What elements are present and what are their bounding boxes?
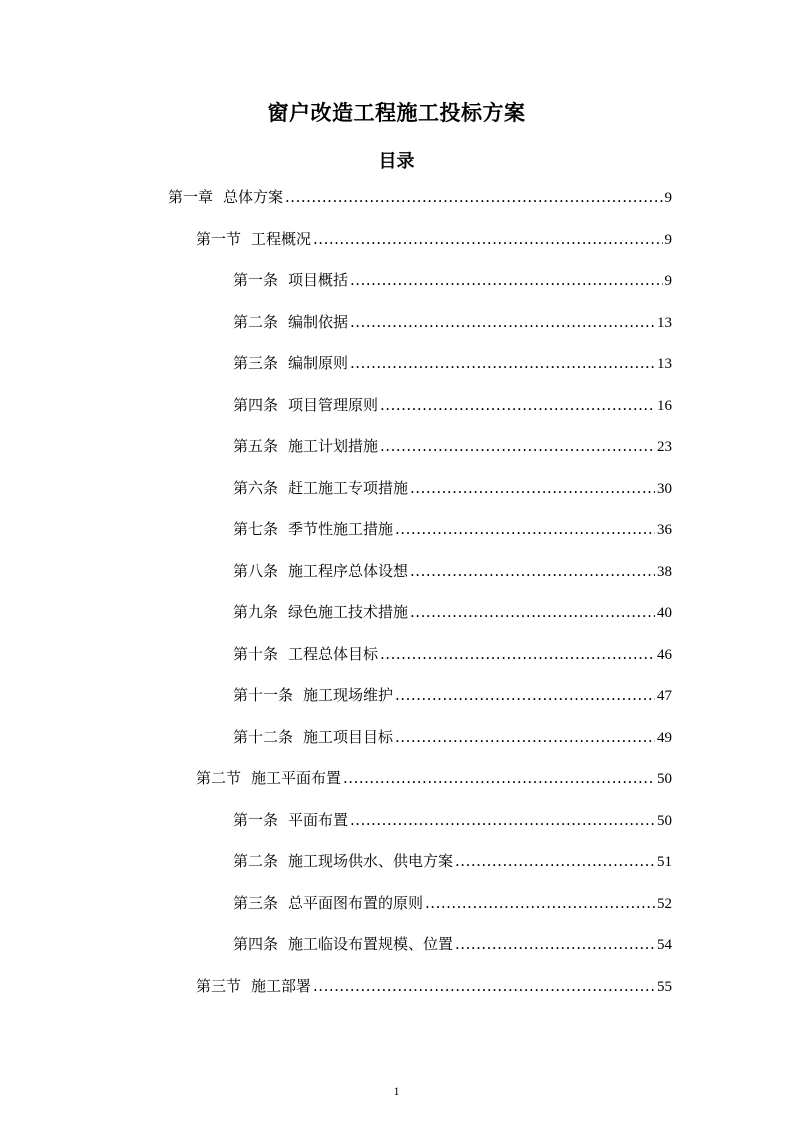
toc-entry-label: 第二节 <box>196 769 242 787</box>
toc-entry-page: 9 <box>664 273 672 289</box>
toc-leader-dots <box>395 726 655 748</box>
toc-entry-label: 第五条 <box>233 437 279 455</box>
toc-entry-label: 第八条 <box>233 562 279 580</box>
toc-entry-title: 施工项目目标 <box>303 728 394 746</box>
toc-leader-dots <box>410 560 655 582</box>
page-number: 1 <box>393 1084 400 1098</box>
toc-entry-page: 13 <box>657 315 672 331</box>
toc-entry-page: 52 <box>657 896 672 912</box>
toc-entry-title: 总平面图布置的原则 <box>288 894 424 912</box>
toc-entry-page: 23 <box>657 439 672 455</box>
toc-leader-dots <box>343 767 655 789</box>
toc-entry-article[interactable] <box>233 311 672 333</box>
toc-entry-article[interactable] <box>233 518 672 540</box>
toc-entry-page: 38 <box>657 564 672 580</box>
toc-entry-page: 46 <box>657 647 672 663</box>
toc-entry-article[interactable] <box>233 269 672 291</box>
toc-entry-page: 30 <box>657 481 672 497</box>
toc-entry-page: 16 <box>657 398 672 414</box>
toc-leader-dots <box>425 892 655 914</box>
toc-entry-label: 第七条 <box>233 520 279 538</box>
toc-entry-section[interactable] <box>196 767 672 789</box>
toc-entry-page: 54 <box>657 937 672 953</box>
toc-entry-page: 47 <box>657 688 672 704</box>
toc-leader-dots <box>313 228 662 250</box>
toc-entry-article[interactable] <box>233 435 672 457</box>
toc-entry-title: 施工程序总体设想 <box>288 562 409 580</box>
toc-entry-title: 施工临设布置规模、位置 <box>288 935 454 953</box>
toc-entry-article[interactable] <box>233 684 672 706</box>
toc-entry-page: 9 <box>664 232 672 248</box>
toc-entry-label: 第十二条 <box>233 728 294 746</box>
toc-entry-label: 第三条 <box>233 354 279 372</box>
toc-entry-label: 第三节 <box>196 977 242 995</box>
toc-entry-article[interactable] <box>233 352 672 374</box>
toc-entry-article[interactable] <box>233 809 672 831</box>
toc-entry-article[interactable] <box>233 643 672 665</box>
toc-entry-label: 第三条 <box>233 894 279 912</box>
toc-entry-section[interactable] <box>196 975 672 997</box>
toc-entry-article[interactable] <box>233 560 672 582</box>
toc-entry-page: 55 <box>657 979 672 995</box>
toc-leader-dots <box>350 809 655 831</box>
toc-entry-label: 第一条 <box>233 811 279 829</box>
toc-entry-article[interactable] <box>233 477 672 499</box>
toc-entry-page: 49 <box>657 730 672 746</box>
toc-entry-label: 第六条 <box>233 479 279 497</box>
toc-entry-page: 9 <box>664 190 672 206</box>
toc-entry-title: 赶工施工专项措施 <box>288 479 409 497</box>
toc-entry-section[interactable] <box>196 228 672 250</box>
toc-entry-title: 施工现场供水、供电方案 <box>288 852 454 870</box>
toc-entry-label: 第九条 <box>233 603 279 621</box>
toc-entry-title: 总体方案 <box>223 188 284 206</box>
toc-entry-title: 编制依据 <box>288 313 349 331</box>
toc-entry-title: 项目管理原则 <box>288 396 379 414</box>
toc-entry-label: 第四条 <box>233 935 279 953</box>
toc-leader-dots <box>350 269 662 291</box>
toc-entry-article[interactable] <box>233 892 672 914</box>
toc-entry-title: 施工计划措施 <box>288 437 379 455</box>
toc-entry-title: 工程概况 <box>251 230 312 248</box>
toc-entry-label: 第一条 <box>233 271 279 289</box>
toc-entry-label: 第四条 <box>233 396 279 414</box>
toc-leader-dots <box>455 850 655 872</box>
toc-leader-dots <box>380 394 655 416</box>
toc-leader-dots <box>395 684 655 706</box>
toc-entry-title: 施工平面布置 <box>251 769 342 787</box>
toc-entry-title: 项目概括 <box>288 271 349 289</box>
toc-entry-article[interactable] <box>233 394 672 416</box>
toc-entry-title: 编制原则 <box>288 354 349 372</box>
toc-entry-page: 13 <box>657 356 672 372</box>
toc-entry-label: 第十条 <box>233 645 279 663</box>
toc-entry-title: 季节性施工措施 <box>288 520 394 538</box>
toc-entry-label: 第一节 <box>196 230 242 248</box>
toc-leader-dots <box>410 477 655 499</box>
toc-leader-dots <box>455 933 655 955</box>
toc-heading: 目录 <box>378 151 415 172</box>
toc-entry-chapter[interactable] <box>168 186 672 208</box>
toc-entry-page: 50 <box>657 771 672 787</box>
toc-entry-title: 绿色施工技术措施 <box>288 603 409 621</box>
toc-leader-dots <box>410 601 655 623</box>
toc-entry-title: 平面布置 <box>288 811 349 829</box>
toc-entry-label: 第二条 <box>233 852 279 870</box>
toc-entry-title: 施工现场维护 <box>303 686 394 704</box>
toc-entry-label: 第十一条 <box>233 686 294 704</box>
toc-leader-dots <box>350 352 655 374</box>
toc-leader-dots <box>380 435 655 457</box>
toc-entry-label: 第一章 <box>168 188 214 206</box>
toc-entry-article[interactable] <box>233 726 672 748</box>
toc-entry-article[interactable] <box>233 850 672 872</box>
toc-leader-dots <box>313 975 655 997</box>
toc-entry-page: 36 <box>657 522 672 538</box>
toc-leader-dots <box>380 643 655 665</box>
toc-entry-article[interactable] <box>233 933 672 955</box>
document-title: 窗户改造工程施工投标方案 <box>267 101 526 125</box>
toc-entry-label: 第二条 <box>233 313 279 331</box>
toc-entry-title: 工程总体目标 <box>288 645 379 663</box>
toc-entry-title: 施工部署 <box>251 977 312 995</box>
toc-leader-dots <box>350 311 655 333</box>
toc-leader-dots <box>395 518 655 540</box>
toc-entry-page: 51 <box>657 854 672 870</box>
toc-leader-dots <box>285 186 662 208</box>
toc-entry-page: 40 <box>657 605 672 621</box>
toc-entry-article[interactable] <box>233 601 672 623</box>
toc-entry-page: 50 <box>657 813 672 829</box>
